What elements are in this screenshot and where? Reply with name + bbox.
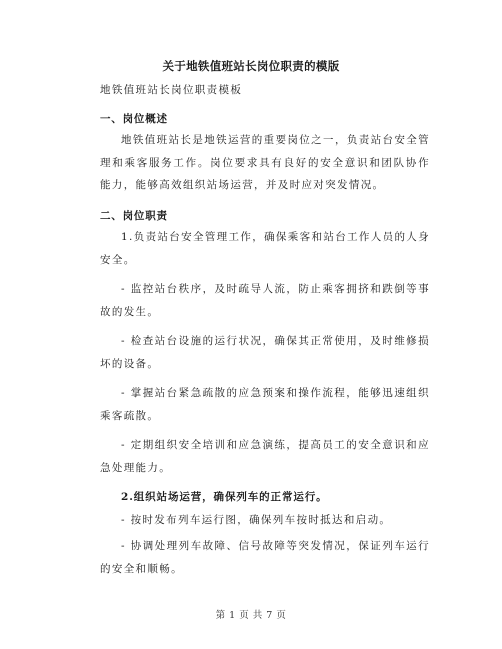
page-footer: 第 1 页 共 7 页	[215, 610, 287, 621]
duty-1-bullet: - 监控站台秩序，及时疏导人流，防止乘客拥挤和跌倒等事故的发生。	[100, 283, 430, 318]
duty-2-bullet: - 协调处理列车故障、信号故障等突发情况，保证列车运行的安全和顺畅。	[100, 540, 430, 575]
section-heading-overview: 一、岗位概述	[100, 113, 168, 125]
document-subtitle: 地铁值班站长岗位职责模板	[100, 84, 243, 96]
duty-2-bullet: - 按时发布列车运行图，确保列车按时抵达和启动。	[121, 514, 392, 526]
duty-1-bullet: - 掌握站台紧急疏散的应急预案和操作流程，能够迅速组织乘客疏散。	[100, 387, 430, 422]
duty-1-bullet: - 定期组织安全培训和应急演练，提高员工的安全意识和应急处理能力。	[100, 439, 430, 474]
duty-item-1: 1.负责站台安全管理工作，确保乘客和站台工作人员的人身安全。	[100, 231, 430, 266]
duty-item-2: 2.组织站场运营，确保列车的正常运行。	[121, 491, 328, 503]
overview-paragraph: 地铁值班站长是地铁运营的重要岗位之一，负责站台安全管理和乘客服务工作。岗位要求具有良好的安全意识和团队协作能力，能够高效组织站场运营，并及时应对突发情况。	[100, 134, 430, 191]
section-heading-duties: 二、岗位职责	[100, 210, 168, 222]
duty-1-bullet: - 检查站台设施的运行状况，确保其正常使用，及时维修损坏的设备。	[100, 335, 430, 370]
document-title: 关于地铁值班站长岗位职责的模版	[162, 59, 340, 73]
